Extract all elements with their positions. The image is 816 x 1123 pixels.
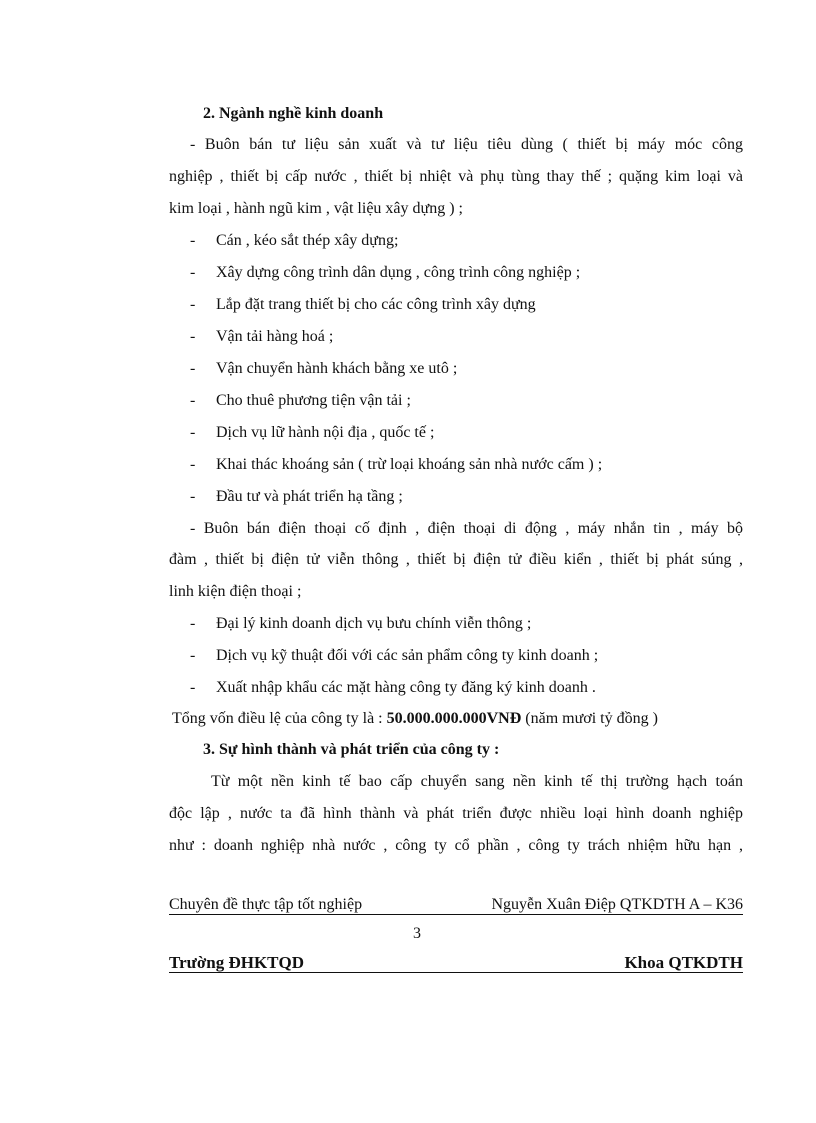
dash: - bbox=[190, 360, 196, 377]
header-school: Trường ĐHKTQD bbox=[169, 953, 305, 972]
charter-capital: Tổng vốn điều lệ của công ty là : 50.000.000.000VNĐ (năm mươi tỷ đồng ) bbox=[172, 710, 658, 727]
dash: - bbox=[190, 679, 196, 696]
list-item: - Vận chuyển hành khách bằng xe utô ; bbox=[190, 360, 458, 377]
footer-left: Chuyên đề thực tập tốt nghiệp bbox=[169, 896, 363, 913]
list-item: - Đầu tư và phát triển hạ tầng ; bbox=[190, 488, 403, 505]
dash: - bbox=[190, 615, 196, 632]
long-item-line-3: linh kiện điện thoại ; bbox=[169, 583, 302, 600]
list-item: - Đại lý kinh doanh dịch vụ bưu chính viễn thông ; bbox=[190, 615, 532, 632]
item-line-2: nghiệp , thiết bị cấp nước , thiết bị nhiệt và phụ tùng thay thế ; quặng kim loại và bbox=[169, 168, 743, 185]
dash: - bbox=[190, 232, 196, 249]
dash: - bbox=[190, 264, 196, 281]
list-item: - Xuất nhập khẩu các mặt hàng công ty đăng ký kinh doanh . bbox=[190, 679, 596, 696]
item-line-3: kim loại , hành ngũ kim , vật liệu xây dựng ) ; bbox=[169, 200, 463, 217]
paragraph-line-1: Từ một nền kinh tế bao cấp chuyển sang nền kinh tế thị trường hạch toán bbox=[211, 773, 743, 790]
header-rule bbox=[169, 972, 743, 973]
paragraph-line-2: độc lập , nước ta đã hình thành và phát triển được nhiều loại hình doanh nghiệp bbox=[169, 805, 743, 822]
header-faculty: Khoa QTKDTH bbox=[624, 953, 743, 972]
item-line-1: - Buôn bán tư liệu sản xuất và tư liệu tiêu dùng ( thiết bị máy móc công bbox=[190, 136, 743, 153]
section-2-heading: 2. Ngành nghề kinh doanh bbox=[203, 105, 384, 122]
footer-rule bbox=[169, 914, 743, 915]
dash: - bbox=[190, 392, 196, 409]
list-item: - Dịch vụ kỹ thuật đối với các sản phẩm công ty kinh doanh ; bbox=[190, 647, 599, 664]
capital-value: 50.000.000.000VNĐ bbox=[386, 710, 522, 727]
paragraph-line-3: như : doanh nghiệp nhà nước , công ty cổ phần , công ty trách nhiệm hữu hạn , bbox=[169, 837, 743, 854]
section-3-heading: 3. Sự hình thành và phát triển của công ty : bbox=[203, 741, 500, 758]
list-item: - Dịch vụ lữ hành nội địa , quốc tế ; bbox=[190, 424, 435, 441]
dash: - bbox=[190, 328, 196, 345]
list-item: - Lắp đặt trang thiết bị cho các công trình xây dựng bbox=[190, 296, 536, 313]
long-item-line-1: - Buôn bán điện thoại cố định , điện thoại di động , máy nhắn tin , máy bộ bbox=[190, 520, 743, 537]
dash: - bbox=[190, 488, 196, 505]
list-item: - Khai thác khoáng sản ( trừ loại khoáng sản nhà nước cấm ) ; bbox=[190, 456, 603, 473]
dash: - bbox=[190, 456, 196, 473]
footer-right: Nguyễn Xuân Điệp QTKDTH A – K36 bbox=[491, 896, 743, 913]
list-item: - Xây dựng công trình dân dụng , công trình công nghiệp ; bbox=[190, 264, 581, 281]
page-number: 3 bbox=[413, 925, 421, 942]
list-item: - Cán , kéo sắt thép xây dựng; bbox=[190, 232, 399, 249]
long-item-line-2: đàm , thiết bị điện tử viễn thông , thiết bị điện tử điều kiển , thiết bị phát súng , bbox=[169, 551, 743, 568]
dash: - bbox=[190, 424, 196, 441]
dash: - bbox=[190, 647, 196, 664]
list-item: - Cho thuê phương tiện vận tải ; bbox=[190, 392, 411, 409]
list-item: - Vận tải hàng hoá ; bbox=[190, 328, 334, 345]
dash: - bbox=[190, 296, 196, 313]
